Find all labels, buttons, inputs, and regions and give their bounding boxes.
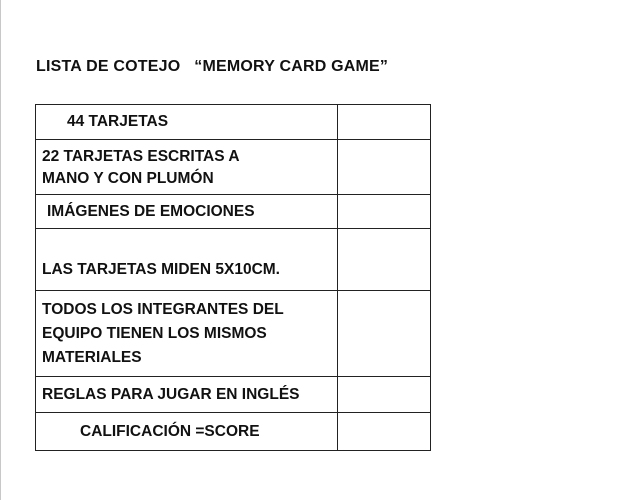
item-cell [36,105,338,140]
item-cell [36,229,338,291]
table-row [36,229,431,291]
item-text: 44 TARJETAS [67,113,169,130]
table-row [36,195,431,229]
table-row [36,413,431,451]
check-cell [338,377,431,413]
page-left-edge [0,0,1,500]
check-cell [338,140,431,195]
item-cell [36,195,338,229]
item-text: 22 TARJETAS ESCRITAS A MANO Y CON PLUMÓN [42,148,240,187]
document-title: LISTA DE COTEJO “MEMORY CARD GAME” [36,58,389,75]
item-text: IMÁGENES DE EMOCIONES [47,202,255,220]
table-row [36,105,431,140]
table-row [36,140,431,195]
checklist-table [35,104,431,451]
item-text: LAS TARJETAS MIDEN 5X10CM. [42,260,280,278]
item-cell [36,291,338,377]
check-cell [338,413,431,451]
table-row [36,291,431,377]
item-cell [36,413,338,451]
table-row [36,377,431,413]
check-cell [338,105,431,140]
check-cell [338,291,431,377]
item-text: REGLAS PARA JUGAR EN INGLÉS [42,385,300,403]
item-cell [36,140,338,195]
check-cell [338,195,431,229]
item-text: CALIFICACIÓN =SCORE [80,422,260,440]
check-cell [338,229,431,291]
item-text: TODOS LOS INTEGRANTES DEL EQUIPO TIENEN LOS MISMOS MATERIALES [42,300,284,366]
item-cell [36,377,338,413]
